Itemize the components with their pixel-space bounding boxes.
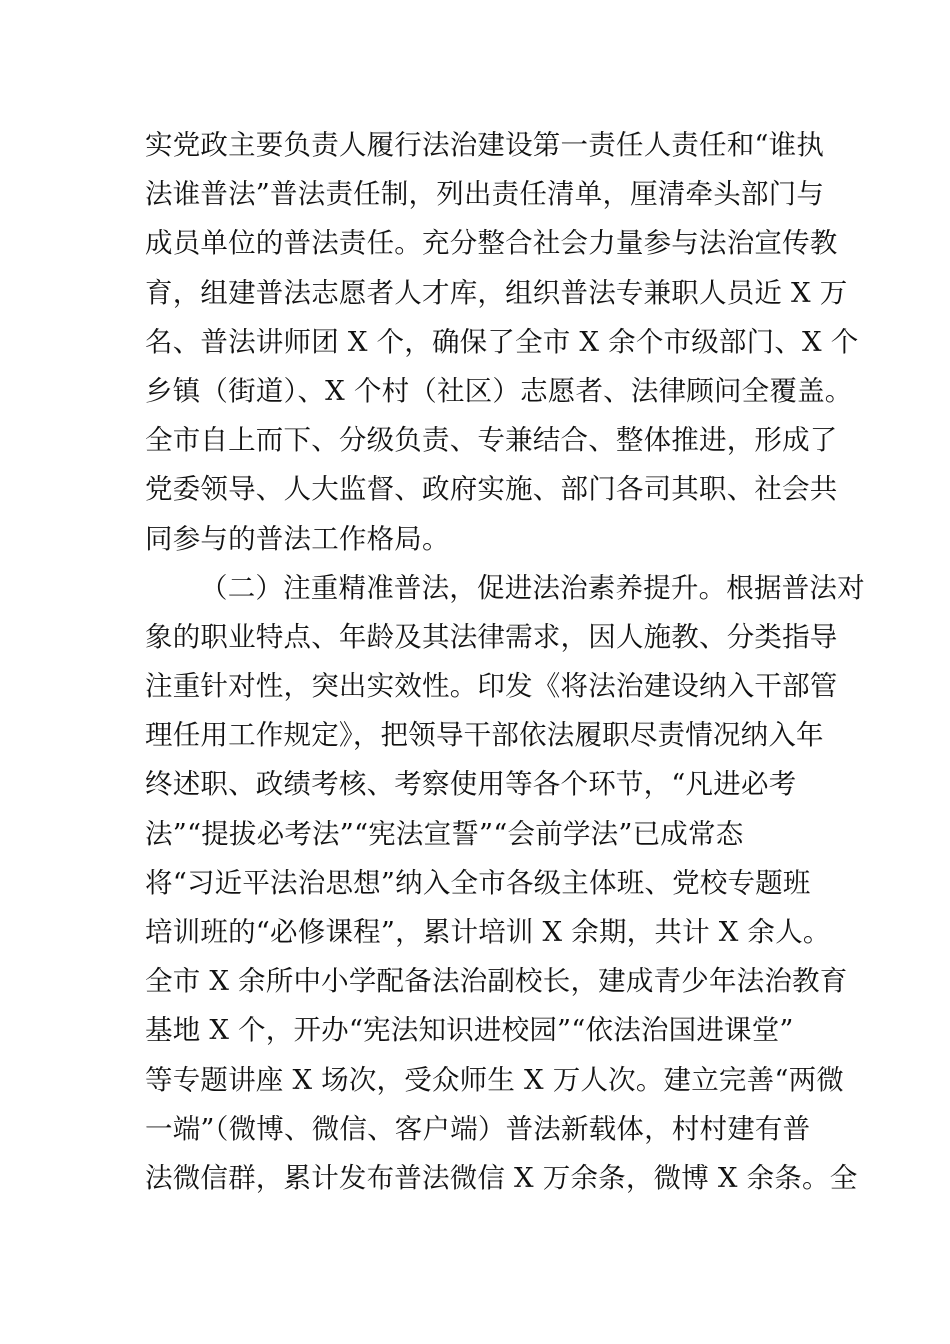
text-line: 同参与的普法工作格局。 [145, 522, 450, 555]
paragraph-heading-line: （二）注重精准普法，促进法治素养提升。根据普法对 [200, 571, 865, 604]
text-line: 基地 X 个，开办“宪法知识进校园”“依法治国进课堂” [145, 1014, 794, 1047]
text-line: 成员单位的普法责任。充分整合社会力量参与法治宣传教 [145, 227, 838, 260]
text-line: 党委领导、人大监督、政府实施、部门各司其职、社会共 [145, 473, 838, 506]
text-line: 法微信群，累计发布普法微信 X 万余条，微博 X 余条。全 [145, 1161, 858, 1194]
text-line: 理任用工作规定》，把领导干部依法履职尽责情况纳入年 [145, 719, 824, 752]
text-line: 一端”（微博、微信、客户端）普法新载体，村村建有普 [145, 1112, 811, 1145]
text-line: 育，组建普法志愿者人才库，组织普法专兼职人员近 X 万 [145, 276, 848, 309]
text-line: 实党政主要负责人履行法治建设第一责任人责任和“谁执 [145, 129, 825, 161]
text-line: 全市 X 余所中小学配备法治副校长，建成青少年法治教育 [145, 965, 848, 998]
text-line: 法”“提拔必考法”“宪法宣誓”“会前学法”已成常态 [145, 817, 744, 850]
text-line: 全市自上而下、分级负责、专兼结合、整体推进，形成了 [145, 424, 838, 457]
text-line: 名、普法讲师团 X 个，确保了全市 X 余个市级部门、X 个 [145, 325, 859, 358]
text-line: 终述职、政绩考核、考察使用等各个环节，“凡进必考 [145, 768, 797, 801]
body-text [145, 121, 865, 1203]
text-line: 法谁普法”普法责任制，列出责任清单，厘清牵头部门与 [145, 178, 825, 211]
text-line: 象的职业特点、年龄及其法律需求，因人施教、分类指导 [145, 620, 838, 653]
text-line: 将“习近平法治思想”纳入全市各级主体班、党校专题班 [145, 866, 811, 899]
text-line: 注重针对性，突出实效性。印发《将法治建设纳入干部管 [145, 670, 838, 703]
text-line: 乡镇（街道）、X 个村（社区）志愿者、法律顾问全覆盖。 [145, 374, 853, 407]
text-line: 培训班的“必修课程”，累计培训 X 余期，共计 X 余人。 [145, 916, 831, 948]
text-line: 等专题讲座 X 场次，受众师生 X 万人次。建立完善“两微 [145, 1063, 844, 1096]
